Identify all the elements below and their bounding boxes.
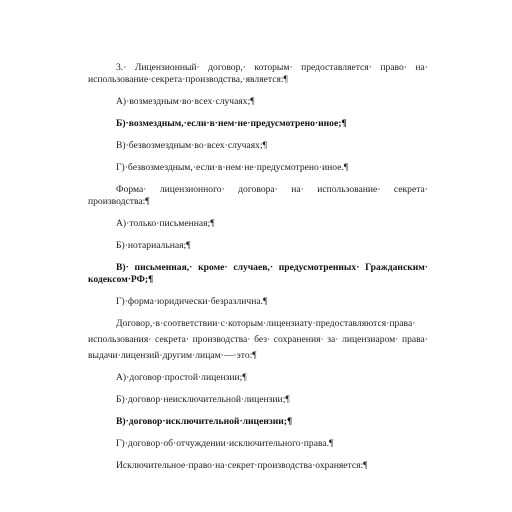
question-5-option-d: Г)·договор·об·отчуждении·исключительного·права.¶ <box>116 438 334 449</box>
question-4-line-2: производства:¶ <box>88 196 150 207</box>
question-3-option-d: Г)·безвозмездным,·если·в·нем·не·предусмотрено·иное.¶ <box>116 162 349 173</box>
question-5-option-c-correct: В)·договор·исключительной·лицензии;¶ <box>116 416 293 427</box>
question-5-line-2: использования· секрета· производства· без· сохранения· за· лицензиаром· права· <box>88 334 428 345</box>
question-5-option-a: А)·договор·простой·лицензии;¶ <box>116 372 247 383</box>
document-page <box>88 62 428 472</box>
question-4-option-d: Г)·форма·юридически·безразлична.¶ <box>116 296 268 307</box>
question-4-option-c-correct-line-2: кодексом·РФ;¶ <box>88 274 154 285</box>
question-3-line-1: 3.· Лицензионный· договор,· которым· предоставляется· право· на· <box>116 62 428 73</box>
question-3-option-c: В)·безвозмездным·во·всех·случаях;¶ <box>116 140 267 151</box>
question-3-option-a: А)·возмездным·во·всех·случаях;¶ <box>116 96 255 107</box>
question-4-option-c-correct-line-1: В)· письменная,· кроме· случаев,· предусмотренных· Гражданским· <box>116 262 428 273</box>
question-4-option-b: Б)·нотариальная;¶ <box>116 240 191 251</box>
question-4-line-1: Форма· лицензионного· договора· на· использование· секрета· <box>116 184 428 195</box>
question-5-line-1: Договор,·в·соответствии·с·которым·лицензиату·предоставляются·права· <box>116 318 416 329</box>
question-6-line-1: Исключительное·право·на·секрет·производства·охраняется:¶ <box>116 460 368 471</box>
question-5-line-3: выдачи·лицензий·другим·лицам·—·это:¶ <box>88 350 257 361</box>
question-3-line-2: использование·секрета·производства,·является:¶ <box>88 74 288 85</box>
question-3-option-b-correct: Б)·возмездным,·если·в·нем·не·предусмотрено·иное;¶ <box>116 118 347 129</box>
question-5-option-b: Б)·договор·неисключительной·лицензии;¶ <box>116 394 290 405</box>
question-4-option-a: А)·только·письменная;¶ <box>116 218 215 229</box>
